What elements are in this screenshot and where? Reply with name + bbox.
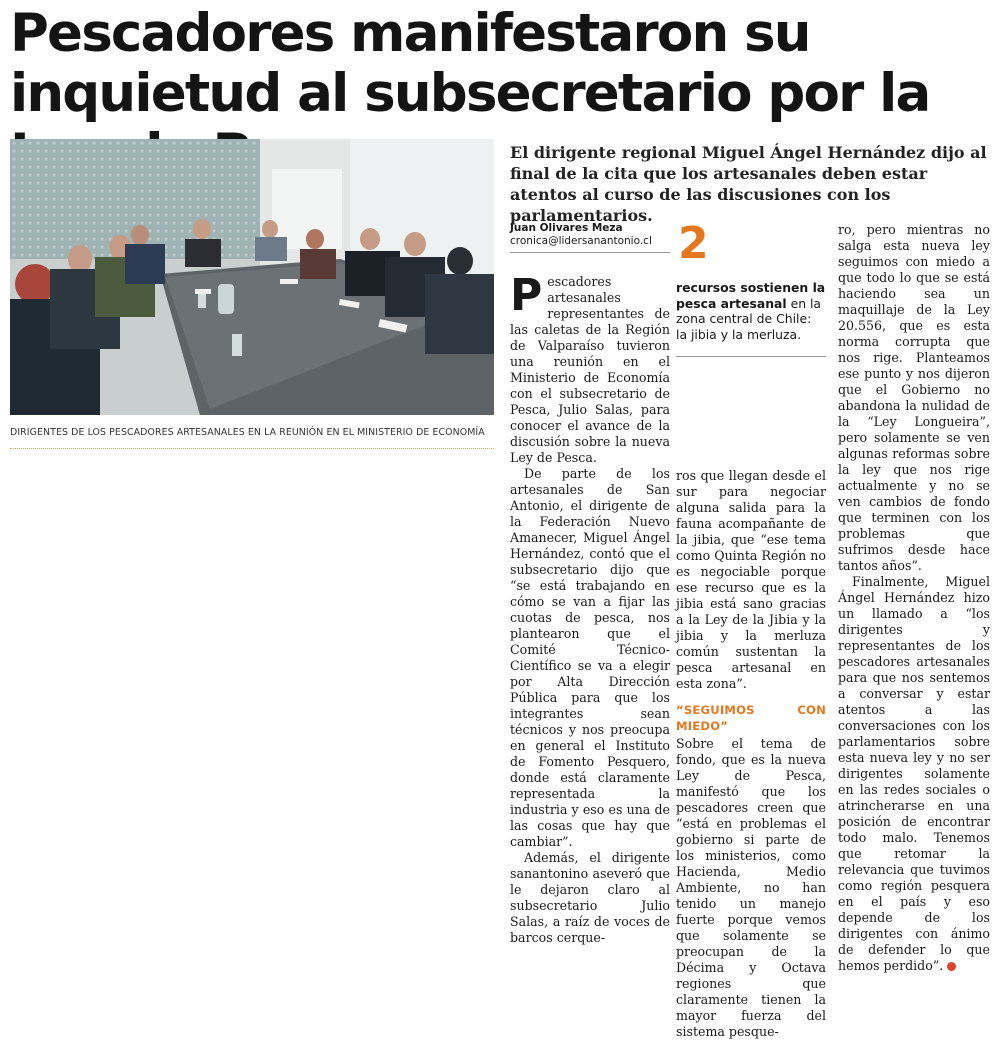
paragraph: De parte de los artesanales de San Antonio, el dirigente de la Federación Nuevo Amanecer, Miguel Ángel Hernández, contó que el subsecretario dijo que “se está trabajando en cómo se van a fijar las cuotas de pesca, nos plantearon que el Comité Técnico-Científico se va a elegir por Alta Dirección Pública para que los integrantes sean técnicos y nos preocupa en general el Instituto de Fomento Pesquero, donde está claramente representada la industria y eso es una de las cosas que hay que cambiar”. bbox=[510, 466, 670, 849]
paragraph bbox=[838, 574, 990, 974]
fact-number: 2 bbox=[678, 218, 709, 269]
paragraph: ros que llegan desde el sur para negociar alguna salida para la fauna acompañante de la jibia, que “ese tema como Quinta Región no es negociable porque ese recurso que es la jibia está sano gracias a la Ley de la Jibia y la jibia y la merluza común sustentan la pesca artesanal en esta zona”. bbox=[676, 468, 826, 691]
paragraph-text: escadores artesanales representantes de las caletas de la Región de Valparaíso tuvieron una reunión en el Ministerio de Economía con el subsecretario de Pesca, Julio Salas, para conocer el avance de la discusión sobre la nueva Ley de Pesca. bbox=[510, 274, 670, 465]
byline bbox=[510, 222, 670, 248]
paragraph bbox=[510, 270, 670, 466]
paragraph-text: Finalmente, Miguel Ángel Hernández hizo un llamado a “los dirigentes y representantes de los pescadores artesanales para que nos sentemos a conversar y estar atentos a las conversaciones con los parlamentarios sobre esta nueva ley y no ser dirigentes solamente en las redes sociales o atrincherarse en una posición de encontrar todo malo. Tenemos que retomar la relevancia que tuvimos como región pesquera en el país y eso depende de los dirigentes con ánimo de defender lo que hemos perdido”. bbox=[838, 574, 990, 973]
subheading: “SEGUIMOS CON MIEDO” bbox=[676, 703, 826, 733]
lede: El dirigente regional Miguel Ángel Hernández dijo al final de la cita que los artesanales deben estar atentos al curso de las discusiones con los parlamentarios. bbox=[510, 143, 987, 225]
fact-text-bold: recursos sostienen la pesca artesanal bbox=[676, 280, 826, 311]
fact-box bbox=[676, 218, 826, 342]
end-mark-icon bbox=[947, 962, 956, 971]
paragraph: ro, pero mientras no salga esta nueva ley seguimos con miedo a que todo lo que se está haciendo sea un maquillaje de la Ley 20.556, que es esta norma corrupta que nos rige. Planteamos ese punto y nos dijeron que el Gobierno no abandona la nulidad de la “Ley Longueira”, pero solamente se ven algunas reformas sobre la ley que nos rige actualmente y no se ven cambios de fondo que terminen con los problemas que sufrimos desde hace tantos años”. bbox=[838, 222, 990, 573]
fact-text-rest: en la zona central de Chile: la jibia y la merluza. bbox=[676, 295, 822, 342]
byline-name: Juan Olivares Meza bbox=[510, 222, 623, 234]
photo-caption: DIRIGENTES DE LOS PESCADORES ARTESANALES EN LA REUNIÓN EN EL MINISTERIO DE ECONOMÍA bbox=[10, 427, 485, 438]
fact-box-divider bbox=[676, 356, 826, 357]
paragraph: Además, el dirigente sanantonino aseveró que le dejaron claro al subsecretario Julio Salas, a raíz de voces de barcos cerque- bbox=[510, 850, 670, 945]
byline-divider bbox=[510, 252, 670, 253]
caption-divider bbox=[10, 448, 494, 450]
headline: Pescadores manifestaron su inquietud al subsecretario por la bbox=[10, 3, 930, 124]
paragraph: Sobre el tema de fondo, que es la nueva Ley de Pesca, manifestó que los pescadores creen que “está en problemas el gobierno si parte de los ministerios, como Hacienda, Medio Ambiente, no han tenido un manejo fuerte porque vemos que solamente se preocupan de la Décima y Octava regiones que claramente tienen la mayor fuerza del sistema pesque- bbox=[676, 736, 826, 1039]
article-column-3 bbox=[838, 222, 990, 974]
byline-email[interactable]: cronica@lidersanantonio.cl bbox=[510, 235, 652, 247]
meeting-photo bbox=[10, 139, 494, 415]
article-column-1 bbox=[510, 270, 670, 946]
dropcap: P bbox=[510, 270, 543, 321]
fact-text bbox=[676, 280, 826, 342]
meeting-photo-illustration bbox=[10, 139, 494, 415]
article-column-2 bbox=[676, 468, 826, 1040]
